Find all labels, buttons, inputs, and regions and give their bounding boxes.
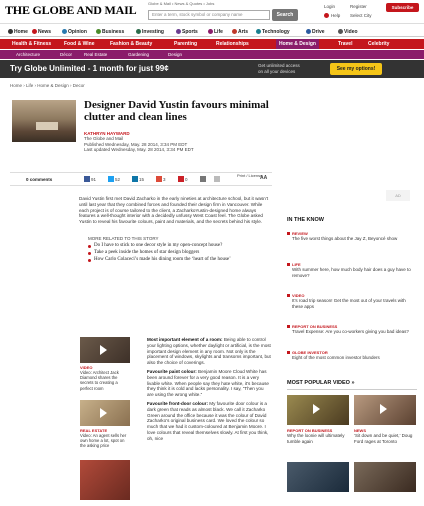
help-link[interactable]: Help	[331, 13, 341, 18]
related-link[interactable]: How Carlo Colaceci’s made his dining room the ‘heart of the house’	[88, 257, 268, 263]
top-links[interactable]: Globe & Mail • News & Quotes • Jobs	[148, 1, 215, 6]
facebook-icon	[84, 176, 90, 182]
login-link[interactable]: Login	[324, 4, 336, 9]
nav-sports[interactable]: Sports	[176, 29, 198, 35]
article-intro: David Yustin first met David Zacharko in the early nineties at architecture school, but it wasn’t until last year that they combined forces and founded their design firm in Vancouver. While each project is of course tailored to the client, a ZacharkoYustin-designed home always features a well-thought interior with a decidedly unfussy West Coast feel. The Globe asked Yustin to reveal his favourite colours, paint and materials, and the secrets behind his style.	[79, 196, 269, 225]
nav-dot-icon	[96, 29, 101, 34]
print-license-link[interactable]: Print / License	[237, 173, 263, 178]
sidebar-item[interactable]: GLOBE INVESTOR Eight of the most common investor blunders	[287, 350, 417, 361]
nav-dot-icon	[62, 29, 67, 34]
linkedin-share[interactable]: 15	[132, 176, 144, 183]
paragraph: Favourite paint colour: Benjamin Moore Cloud White has been around forever for a very good reason. It is a very livable white. When people say they hate white, it’s because they think it is cold and lacks personality. I say, “Then you are using the wrong white.”	[147, 368, 269, 398]
help-icon[interactable]	[324, 13, 329, 18]
breadcrumb[interactable]: Home › Life › Home & Design › Decor	[10, 83, 85, 88]
related-link[interactable]: Take a peek inside the homes of star design bloggers	[88, 250, 268, 256]
pinterest-share[interactable]: 0	[178, 176, 188, 183]
nav-news[interactable]: News	[32, 29, 51, 35]
nav-home-design[interactable]: Home & Design	[276, 39, 319, 49]
comments-link[interactable]: 0 comments	[26, 177, 53, 182]
nav-arts[interactable]: Arts	[232, 29, 248, 35]
divider	[287, 389, 417, 390]
site-logo[interactable]: THE GLOBE AND MAIL	[5, 3, 137, 17]
sidebar-item[interactable]: LIFE With summer here, how much body hair does a guy have to remove?	[287, 262, 417, 278]
nav-architecture[interactable]: Architecture	[16, 52, 41, 57]
popular-video-thumbnail[interactable]	[287, 395, 349, 425]
nav-travel[interactable]: Travel	[338, 41, 353, 47]
primary-nav	[0, 27, 424, 37]
article-headline: Designer David Yustin favours minimal clutter and clean lines	[84, 99, 269, 123]
share-bar	[10, 172, 272, 186]
nav-health[interactable]: Health & Fitness	[12, 41, 52, 47]
sidebar-item[interactable]: REVIEW The five worst things about the Jay Z, Beyoncé show	[287, 231, 417, 242]
video-caption[interactable]: Video: An agent sells her own home a lot, spot on the asking price	[80, 433, 127, 449]
section-nav	[0, 39, 424, 49]
nav-business[interactable]: Business	[96, 29, 124, 35]
article-author[interactable]: KATHRYN HAYWARD	[84, 131, 130, 136]
nav-drive[interactable]: Drive	[306, 29, 325, 35]
search-input[interactable]: Enter a term, stock symbol or company name	[148, 10, 270, 20]
nav-dot-icon	[256, 29, 261, 34]
video-kicker: REAL ESTATE	[80, 428, 108, 433]
popular-video-thumbnail[interactable]	[354, 462, 416, 492]
video-thumbnail[interactable]	[80, 460, 130, 500]
side-video[interactable]	[80, 337, 130, 391]
article-photo	[12, 100, 76, 142]
paragraph: Favourite front-door colour: My favourite door colour is a dark green that reads as almost black. We call it Zacharko Green around the office because it was the colour of David Zacharko’s original business card. We loved the colour so much that we had it custom-coloured at Benjamin Moore. I love colours that reveal themselves slowly. At first you think, oh, nice	[147, 400, 269, 441]
more-icon	[214, 176, 220, 182]
nav-design[interactable]: Design	[168, 52, 183, 57]
nav-investing[interactable]: Investing	[136, 29, 164, 35]
promo-button[interactable]: See my options!	[330, 63, 382, 75]
nav-dot-icon	[32, 29, 37, 34]
popular-video[interactable]: REPORT ON BUSINESS Why the loonie will ultimately tumble again	[287, 428, 345, 444]
nav-opinion[interactable]: Opinion	[62, 29, 87, 35]
related-title: MORE RELATED TO THIS STORY	[88, 236, 159, 241]
more-share[interactable]	[214, 176, 221, 183]
linkedin-icon	[132, 176, 138, 182]
select-city[interactable]: Select City	[350, 13, 372, 18]
site-header	[0, 0, 424, 24]
nav-dot-icon	[176, 29, 181, 34]
in-the-know-title: IN THE KNOW	[287, 217, 324, 223]
popular-video-thumbnail[interactable]	[354, 395, 416, 425]
video-caption[interactable]: Video: Architect Jack Diamond shares the secrets to creating a perfect room	[80, 370, 119, 391]
nav-dot-icon	[232, 29, 237, 34]
video-kicker: VIDEO	[80, 365, 93, 370]
sidebar-item[interactable]: REPORT ON BUSINESS Travel Expense: Are you co-workers giving you bad ideas?	[287, 324, 417, 335]
video-thumbnail[interactable]	[80, 400, 130, 426]
side-video[interactable]	[80, 460, 130, 500]
popular-video[interactable]: NEWS ‘Sit down and be quiet,’ Doug Ford rages at Toronto	[354, 428, 413, 444]
nav-parenting[interactable]: Parenting	[174, 41, 198, 47]
nav-relationships[interactable]: Relationships	[216, 41, 249, 47]
ad-slot[interactable]: AD	[386, 190, 410, 201]
nav-dot-icon	[338, 29, 343, 34]
nav-food[interactable]: Food & Wine	[64, 41, 95, 47]
twitter-icon	[108, 176, 114, 182]
play-icon[interactable]	[313, 404, 320, 414]
most-popular-video-title[interactable]: MOST POPULAR VIDEO »	[287, 380, 355, 386]
nav-video[interactable]: Video	[338, 29, 358, 35]
promo-banner[interactable]	[0, 60, 424, 78]
play-icon[interactable]	[100, 345, 107, 355]
nav-celebrity[interactable]: Celebrity	[368, 41, 390, 47]
nav-dot-icon	[136, 29, 141, 34]
email-icon	[200, 176, 206, 182]
nav-dot-icon	[306, 29, 311, 34]
nav-gardening[interactable]: Gardening	[128, 52, 150, 57]
nav-decor[interactable]: Décor	[60, 52, 73, 57]
google-share[interactable]: 3	[156, 176, 166, 183]
nav-life[interactable]: Life	[208, 29, 223, 35]
nav-dot-icon	[8, 29, 13, 34]
video-thumbnail[interactable]	[80, 337, 130, 363]
nav-dot-icon	[208, 29, 213, 34]
pinterest-icon	[178, 176, 184, 182]
twitter-share[interactable]: 52	[108, 176, 120, 183]
google-plus-icon	[156, 176, 162, 182]
email-share[interactable]	[200, 176, 207, 183]
subscribe-button[interactable]: Subscribe	[386, 3, 419, 12]
related-link[interactable]: Do I have to stick to one decor style in my open-concept house?	[88, 243, 268, 249]
popular-video-thumbnail[interactable]	[287, 462, 349, 492]
subsection-nav	[0, 50, 424, 59]
text-size-button[interactable]: AA	[260, 175, 268, 181]
register-link[interactable]: Register	[350, 4, 367, 9]
paragraph: Most important element of a room: Being able to control your lighting options, whether daylight or artificial, is the most important design element in any room. Not only is the placement of windows, skylights and transoms important, but also the choice of coverings.	[147, 337, 271, 366]
related-stories	[88, 236, 268, 264]
nav-real-estate[interactable]: Real Estate	[84, 52, 108, 57]
nav-home[interactable]: Home	[8, 29, 28, 35]
nav-fashion[interactable]: Fashion & Beauty	[110, 41, 153, 47]
play-icon[interactable]	[100, 408, 107, 418]
promo-subtext: Get unlimited access on all your devices	[258, 63, 300, 74]
nav-technology[interactable]: Technology	[256, 29, 290, 35]
promo-text: Try Globe Unlimited - 1 month for just 99¢	[10, 64, 169, 73]
side-video[interactable]	[80, 400, 130, 449]
article-meta: The Globe and Mail Published Wednesday, May. 28 2014, 3:34 PM EDT Last updated Wednesday, May. 28 2014, 3:34 PM EDT	[84, 136, 194, 153]
search-button[interactable]: Search	[272, 9, 298, 21]
play-icon[interactable]	[380, 404, 387, 414]
article-body	[147, 337, 271, 445]
sidebar-item[interactable]: VIDEO It’s road trip season! Get the most out of your travels with these apps	[287, 293, 417, 309]
facebook-share[interactable]: 91	[84, 176, 96, 183]
